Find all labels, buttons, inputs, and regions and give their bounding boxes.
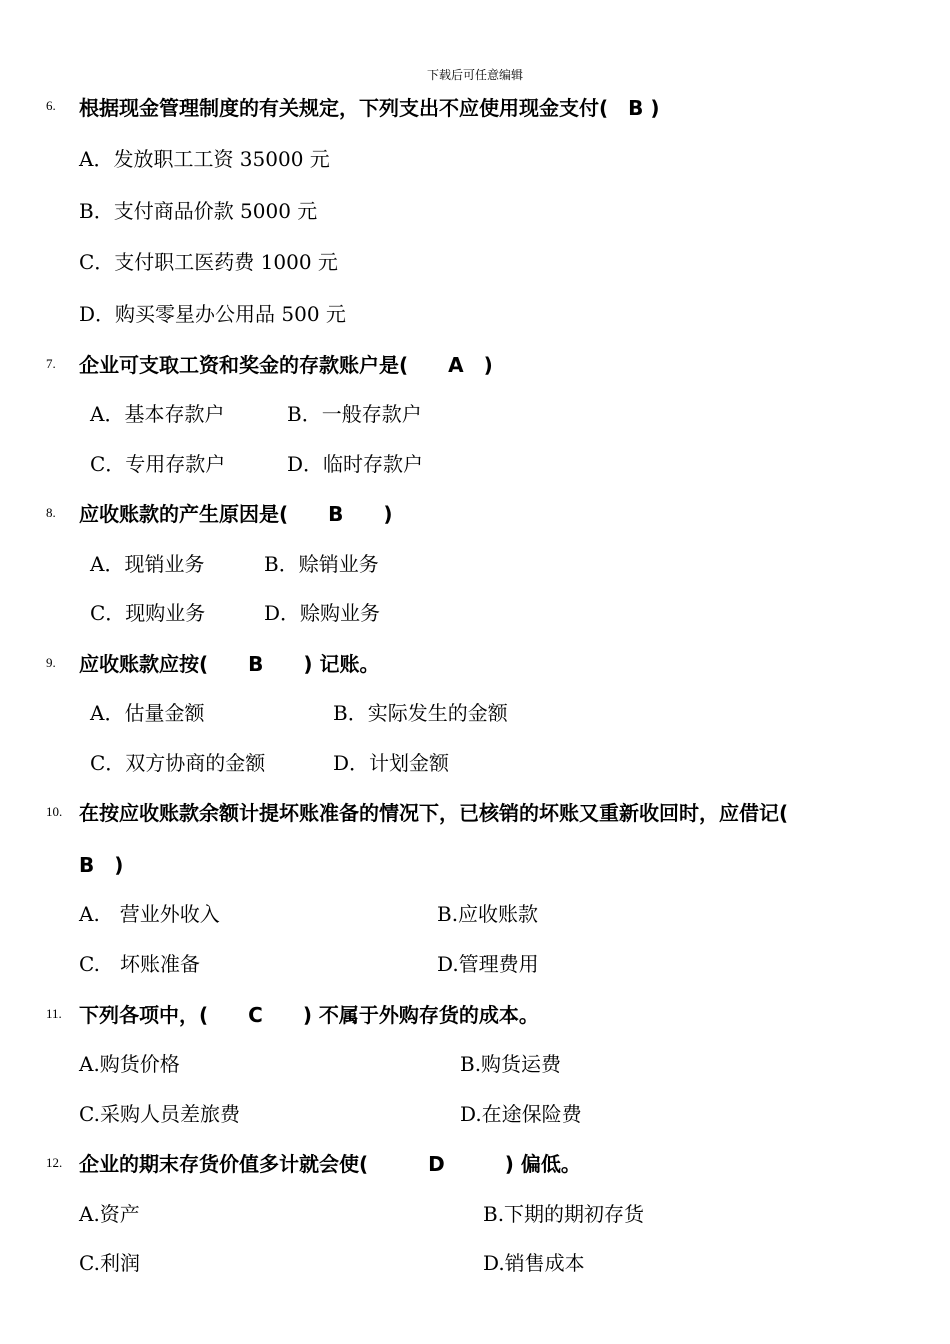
option-c: C．专用存款户 bbox=[90, 452, 226, 476]
option-d: D．临时存款户 bbox=[287, 452, 424, 476]
question-text: 应收账款的产生原因是( B ) bbox=[79, 502, 393, 526]
option-b: B．支付商品价款 5000 元 bbox=[79, 199, 318, 223]
option-a: A．现销业务 bbox=[90, 552, 205, 576]
option-a: A.购货价格 bbox=[79, 1052, 180, 1076]
option-d: D．购买零星办公用品 500 元 bbox=[79, 302, 346, 326]
option-d: D．计划金额 bbox=[333, 751, 450, 775]
question-text: 企业可支取工资和奖金的存款账户是( A ) bbox=[79, 353, 493, 377]
option-b: B．赊销业务 bbox=[264, 552, 379, 576]
question-text: 下列各项中，( C ) 不属于外购存货的成本。 bbox=[79, 1003, 539, 1027]
option-d: D.销售成本 bbox=[483, 1251, 585, 1275]
option-d: D.在途保险费 bbox=[460, 1102, 582, 1126]
question-text: 根据现金管理制度的有关规定，下列支出不应使用现金支付( B ) bbox=[79, 96, 660, 120]
option-a: A．基本存款户 bbox=[90, 402, 225, 426]
option-b: B.应收账款 bbox=[437, 902, 539, 926]
option-c: C．支付职工医药费 1000 元 bbox=[79, 250, 338, 274]
question-number: 9. bbox=[46, 655, 56, 670]
question-number: 10. bbox=[46, 804, 63, 819]
option-c: C.利润 bbox=[79, 1251, 140, 1275]
option-b: B．实际发生的金额 bbox=[333, 701, 508, 725]
question-text: 企业的期末存货价值多计就会使( D ) 偏低。 bbox=[79, 1152, 581, 1176]
option-a: A．发放职工工资 35000 元 bbox=[79, 147, 330, 171]
question-number: 6. bbox=[46, 98, 56, 113]
option-c: C. 坏账准备 bbox=[79, 952, 200, 976]
page-header: 下载后可任意编辑 bbox=[426, 68, 523, 82]
option-b: B.购货运费 bbox=[460, 1052, 562, 1076]
option-b: B.下期的期初存货 bbox=[483, 1202, 645, 1226]
question-number: 7. bbox=[46, 356, 56, 371]
option-c: C．现购业务 bbox=[90, 601, 206, 625]
option-a: A. 营业外收入 bbox=[79, 902, 220, 926]
question-number: 11. bbox=[46, 1006, 62, 1021]
question-text: 在按应收账款余额计提坏账准备的情况下，已核销的坏账又重新收回时，应借记( bbox=[79, 801, 789, 825]
option-c: C．双方协商的金额 bbox=[90, 751, 266, 775]
option-d: D．赊购业务 bbox=[264, 601, 381, 625]
question-number: 8. bbox=[46, 505, 56, 520]
option-a: A.资产 bbox=[79, 1202, 140, 1226]
question-text: 应收账款应按( B ) 记账。 bbox=[79, 652, 380, 676]
option-d: D.管理费用 bbox=[437, 952, 539, 976]
question-text-continued: B ) bbox=[79, 853, 124, 877]
option-c: C.采购人员差旅费 bbox=[79, 1102, 240, 1126]
question-number: 12. bbox=[46, 1155, 63, 1170]
option-b: B．一般存款户 bbox=[287, 402, 422, 426]
option-a: A．估量金额 bbox=[90, 701, 205, 725]
